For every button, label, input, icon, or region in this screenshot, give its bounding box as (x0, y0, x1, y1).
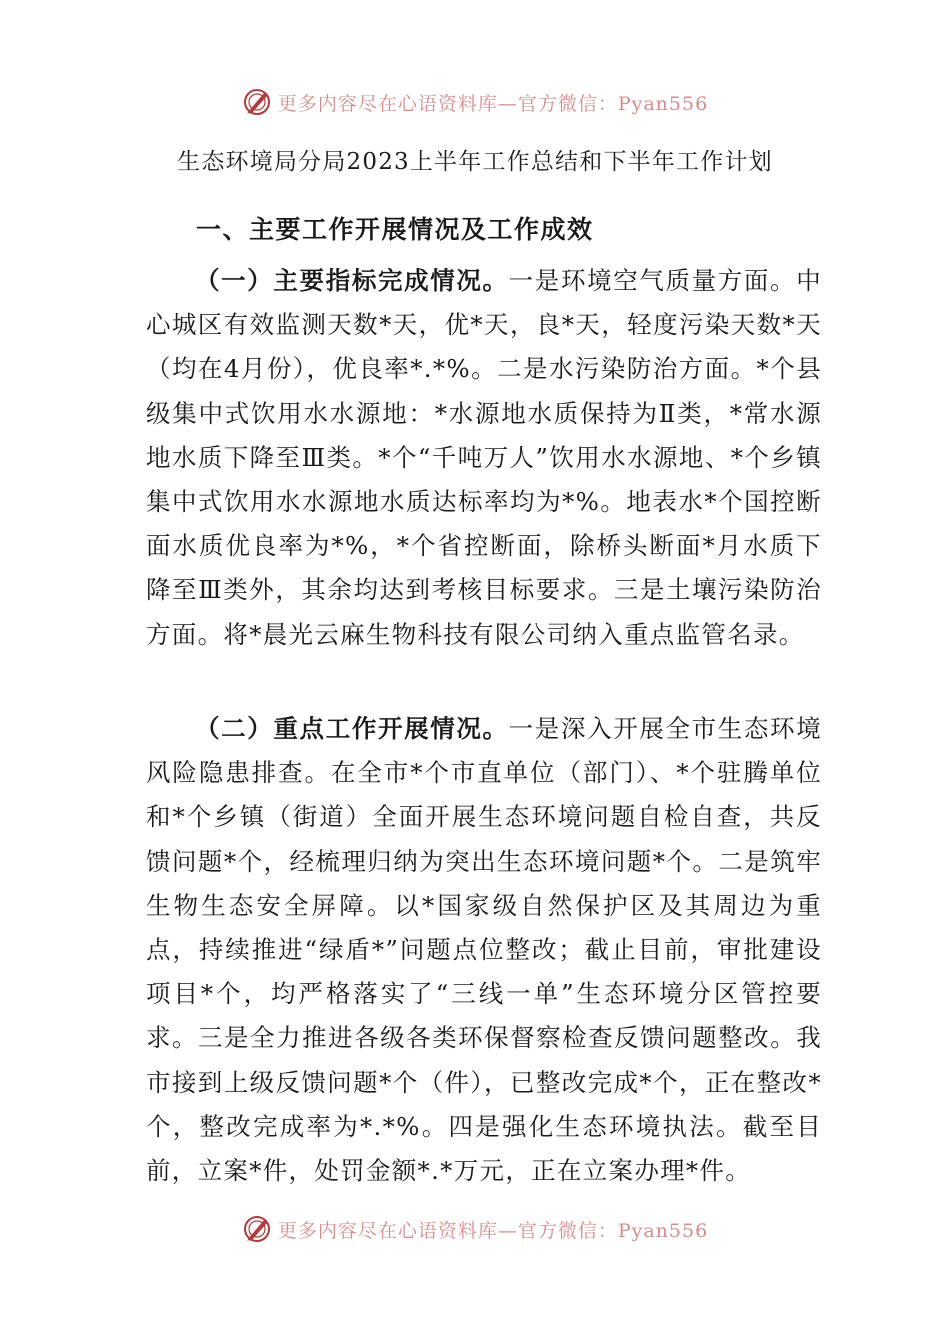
paragraph-body: 一是深入开展全市生态环境风险隐患排查。在全市*个市直单位（部门）、*个驻腾单位和*个乡镇（街道）全面开展生态环境问题自检自查，共反馈问题*个，经梳理归纳为突出生态环境问题*个。二是筑牢生物生态安全屏障。以*国家级自然保护区及其周边为重点，持续推进“绿盾*”问题点位整改；截止目前，审批建设项目*个，均严格落实了“三线一单”生态环境分区管控要求。三是全力推进各级各类环保督察检查反馈问题整改。我市接到上级反馈问题*个（件），已整改完成*个，正在整改*个，整改完成率为*.*%。四是强化生态环境执法。截至目前，立案*件，处罚金额*.*万元，正在立案办理*件。 (146, 714, 822, 1186)
pen-circle-icon (242, 87, 272, 117)
paragraph-lead: （二）重点工作开展情况。 (195, 714, 509, 743)
document-title: 生态环境局分局2023上半年工作总结和下半年工作计划 (177, 149, 773, 175)
section-heading: 一、主要工作开展情况及工作成效 (196, 215, 594, 244)
paragraph-key-work (146, 707, 822, 1193)
watermark-header (0, 84, 950, 120)
watermark-footer (0, 1211, 950, 1247)
watermark-text: 更多内容尽在心语资料库—官方微信：Pyan556 (277, 92, 709, 115)
pen-circle-icon (242, 1214, 272, 1244)
watermark-text: 更多内容尽在心语资料库—官方微信：Pyan556 (277, 1219, 709, 1242)
paragraph-indicators (146, 259, 822, 657)
paragraph-lead: （一）主要指标完成情况。 (195, 266, 509, 295)
paragraph-body: 一是环境空气质量方面。中心城区有效监测天数*天，优*天，良*天，轻度污染天数*天（均在4月份），优良率*.*%。二是水污染防治方面。*个县级集中式饮用水水源地：*水源地水质保持为Ⅱ类，*常水源地水质下降至Ⅲ类。*个“千吨万人”饮用水水源地、*个乡镇集中式饮用水水源地水质达标率均为*%。地表水*个国控断面水质优良率为*%，*个省控断面，除桥头断面*月水质下降至Ⅲ类外，其余均达到考核目标要求。三是土壤污染防治方面。将*晨光云麻生物科技有限公司纳入重点监管名录。 (146, 266, 822, 649)
